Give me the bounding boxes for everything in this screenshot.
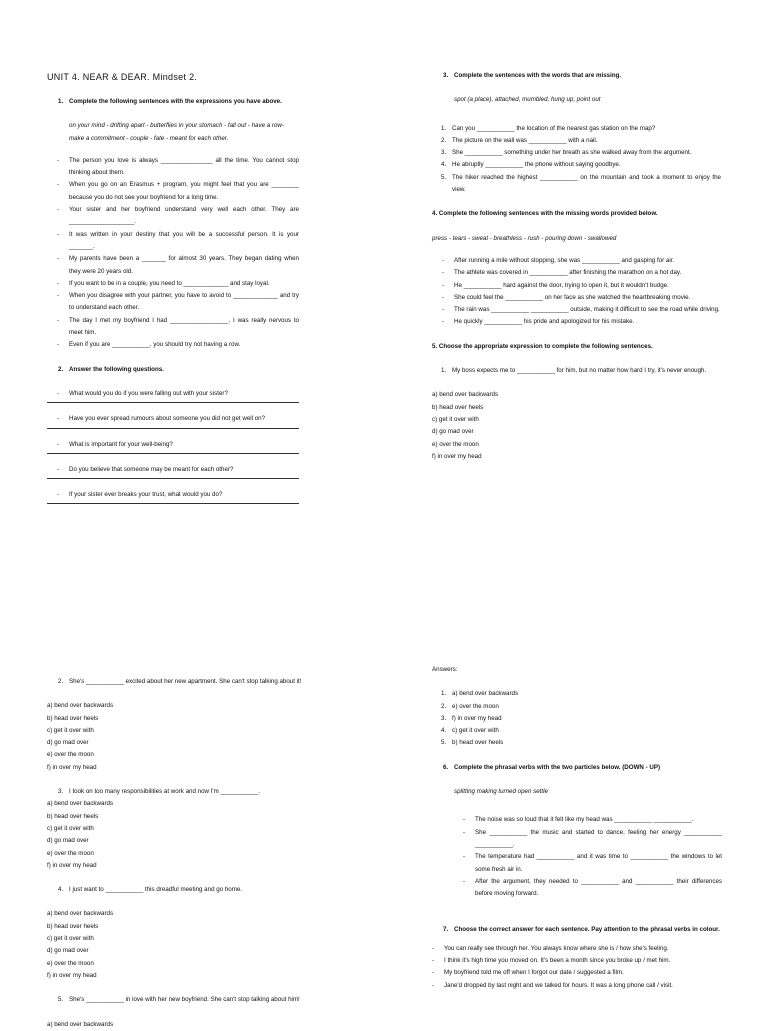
list-item: 4. I just want to ___________ this dreadful meeting and go home. (58, 886, 243, 894)
answer-line[interactable] (47, 501, 299, 504)
answer-line[interactable] (47, 476, 299, 479)
list-item: - The temperature had ___________ and it was time to ___________ the windows to let some fresh air in. (463, 853, 722, 873)
list-item: - It was written in your destiny that you will be a successful person. It is your _______. (57, 230, 299, 250)
answer-item: 2. e) over the moon (441, 702, 499, 710)
option[interactable]: a) bend over backwards (432, 391, 499, 399)
list-item: - He ___________ hard against the door, trying to open it, but it wouldn't budge. (442, 281, 669, 289)
list-item: - The athlete was covered in ___________ after finishing the marathon on a hot day. (442, 269, 682, 277)
option[interactable]: c) get it over with (47, 726, 94, 734)
list-item: - Do you believe that someone may be meant for each other? (57, 465, 234, 473)
option[interactable]: d) go mad over (432, 428, 474, 436)
list-item: - I think it's high time you moved on. It's been a month since you broke up / met him. (432, 957, 671, 965)
right-top-column (432, 70, 721, 463)
list-item: 5. She's ___________ in love with her new boyfriend. She can't stop talking about him! (58, 996, 300, 1004)
option[interactable]: d) go mad over (47, 837, 89, 845)
option[interactable]: a) bend over backwards (47, 910, 114, 918)
option[interactable]: a) bend over backwards (47, 1020, 114, 1028)
question-number: 2. (58, 365, 64, 373)
list-item: - What would you do if you were falling out with your sister? (57, 389, 228, 397)
answer-item: 4. c) get it over with (441, 727, 499, 735)
word-bank: spot (a place), attached, mumbled, hung up, point out (454, 96, 601, 104)
list-item: - What is important for your well-being? (57, 440, 173, 448)
list-item: - Even if you are ___________, you should try not having a row. (57, 341, 241, 349)
question-text: Complete the sentences with the words that are missing. (454, 72, 622, 79)
question-number: 1. (58, 98, 64, 105)
list-item: - Have you ever spread rumours about someone you did not get well on? (57, 415, 266, 423)
option[interactable]: c) get it over with (47, 824, 94, 832)
list-item: 5. The hiker reached the highest ___________ on the mountain and took a moment to enjoy the view. (441, 173, 721, 194)
list-item: - You can really see through her. You always know where she is / how she's feeling. (432, 944, 669, 952)
option[interactable]: d) go mad over (47, 739, 89, 747)
list-item: - The noise was so loud that it felt like my head was ___________ ___________. (463, 816, 694, 824)
option[interactable]: e) over the moon (47, 959, 94, 967)
question-7-prompt (432, 924, 722, 936)
option[interactable]: e) over the moon (47, 849, 94, 857)
list-item: - If your sister ever breaks your trust, what would you do? (57, 491, 223, 499)
option[interactable]: c) get it over with (432, 415, 479, 423)
list-item: 3. She ___________ something under her breath as she walked away from the argument. (441, 149, 692, 157)
list-item: 1. My boss expects me to ___________ for him, but no matter how hard I try, it's never enough. (441, 367, 707, 375)
answer-line[interactable] (47, 451, 299, 454)
list-item: - My boyfriend told me off when I forgot our date / suggested a film. (432, 969, 624, 977)
option[interactable]: e) over the moon (47, 751, 94, 759)
answer-item: 3. f) in over my head (441, 714, 502, 722)
option[interactable]: b) head over heels (432, 403, 484, 411)
answer-item: 5. b) head over heels (441, 739, 504, 747)
list-item: 3. I took on too many responsibilities at work and now I'm ___________. (58, 788, 261, 796)
word-bank: splitting making turned open settle (454, 788, 548, 796)
question-5-prompt: 5. Choose the appropriate expression to complete the following sentences. (432, 342, 653, 350)
word-bank: on your mind - drifting apart - butterflies in your stomach - fall out - have a row- make a commitment - couple - fate - meant for each other. (69, 122, 284, 142)
question-text: Choose the correct answer for each sentence. Pay attention to the phrasal verbs in colour. (454, 926, 720, 934)
list-item: 4. He abruptly ___________ the phone without saying goodbye. (441, 161, 621, 169)
answer-line[interactable] (47, 400, 299, 403)
option[interactable]: a) bend over backwards (47, 800, 114, 808)
answers-heading: Answers: (432, 666, 458, 673)
question-text: Complete the phrasal verbs with the two particles below. (DOWN - UP) (454, 763, 661, 771)
list-item: - She could feel the ___________ on her face as she watched the heartbreaking movie. (442, 293, 691, 301)
question-number: 6. (443, 763, 449, 771)
list-item: - After running a mile without stopping, she was ___________ and gasping for air. (442, 256, 675, 264)
question-6-prompt (432, 762, 722, 774)
question-text: Answer the following questions. (69, 365, 164, 373)
answer-line[interactable] (47, 426, 299, 429)
list-item: - If you want to be in a couple, you need to _____________ and stay loyal. (57, 279, 270, 287)
option[interactable]: f) in over my head (47, 861, 97, 869)
right-bottom-column (432, 664, 722, 992)
list-item: 1. Can you ___________ the location of the nearest gas station on the map? (441, 124, 656, 132)
option[interactable]: f) in over my head (47, 763, 97, 771)
option[interactable]: f) in over my head (47, 971, 97, 979)
option[interactable]: e) over the moon (432, 440, 479, 448)
list-item: - My parents have been a _______ for almost 30 years. They began dating when they were 20 years old. (57, 255, 299, 275)
option[interactable]: b) head over heels (47, 714, 99, 722)
list-item: - Jane'd dropped by last night and we talked for hours. It was a long phone call / visit. (432, 981, 673, 989)
option[interactable]: b) head over heels (47, 922, 99, 930)
question-number: 7. (443, 926, 449, 934)
word-bank: press - tears - sweat - breathless - rush - pouring down - swallowed (432, 234, 617, 242)
question-3-prompt (432, 70, 721, 82)
option[interactable]: b) head over heels (47, 812, 99, 820)
list-item: 2. The picture on the wall was ___________ with a nail. (441, 136, 598, 144)
list-item: - She ___________ the music and started to dance, feeling her energy ___________ ___________. (463, 828, 722, 848)
option[interactable]: d) go mad over (47, 947, 89, 955)
list-item: - The rain was ___________ ___________ outside, making it difficult to see the road while driving. (442, 306, 720, 314)
question-text: Complete the following sentences with the expressions you have above. (69, 98, 282, 105)
option[interactable]: c) get it over with (47, 935, 94, 943)
question-2-prompt (47, 364, 299, 376)
unit-title: UNIT 4. NEAR & DEAR. Mindset 2. (47, 72, 198, 82)
question-4-prompt: 4. Complete the following sentences with the missing words provided below. (432, 210, 658, 218)
list-item: - When you go on an Erasmus + program, you might feel that you are ________ because you do not see your boyfriend for a long time. (57, 181, 299, 201)
list-item: - The day I met my boyfriend I had _________________. I was really nervous to meet him. (57, 316, 299, 337)
question-1-prompt (47, 96, 299, 108)
list-item: - He quickly ___________ his pride and apologized for his mistake. (442, 318, 635, 326)
left-bottom-column (47, 676, 347, 1031)
list-item: - The person you love is always _______________ all the time. You cannot stop thinking about them. (57, 156, 299, 177)
answer-item: 1. a) bend over backwards (441, 690, 519, 698)
list-item: 2. She's ___________ excited about her new apartment. She can't stop talking about it! (58, 678, 302, 685)
list-item: - When you disagree with your partner, you have to avoid to _____________ and try to understand each other. (57, 292, 299, 312)
list-item: - After the argument, they needed to ___________ and ___________ their differences before moving forward. (463, 877, 722, 898)
list-item: - Your sister and her boyfriend understand very well each other. They are ___________________. (57, 206, 299, 226)
option[interactable]: a) bend over backwards (47, 702, 114, 710)
left-top-column (47, 70, 299, 514)
question-number: 3. (443, 72, 449, 79)
option[interactable]: f) in over my head (432, 452, 482, 460)
